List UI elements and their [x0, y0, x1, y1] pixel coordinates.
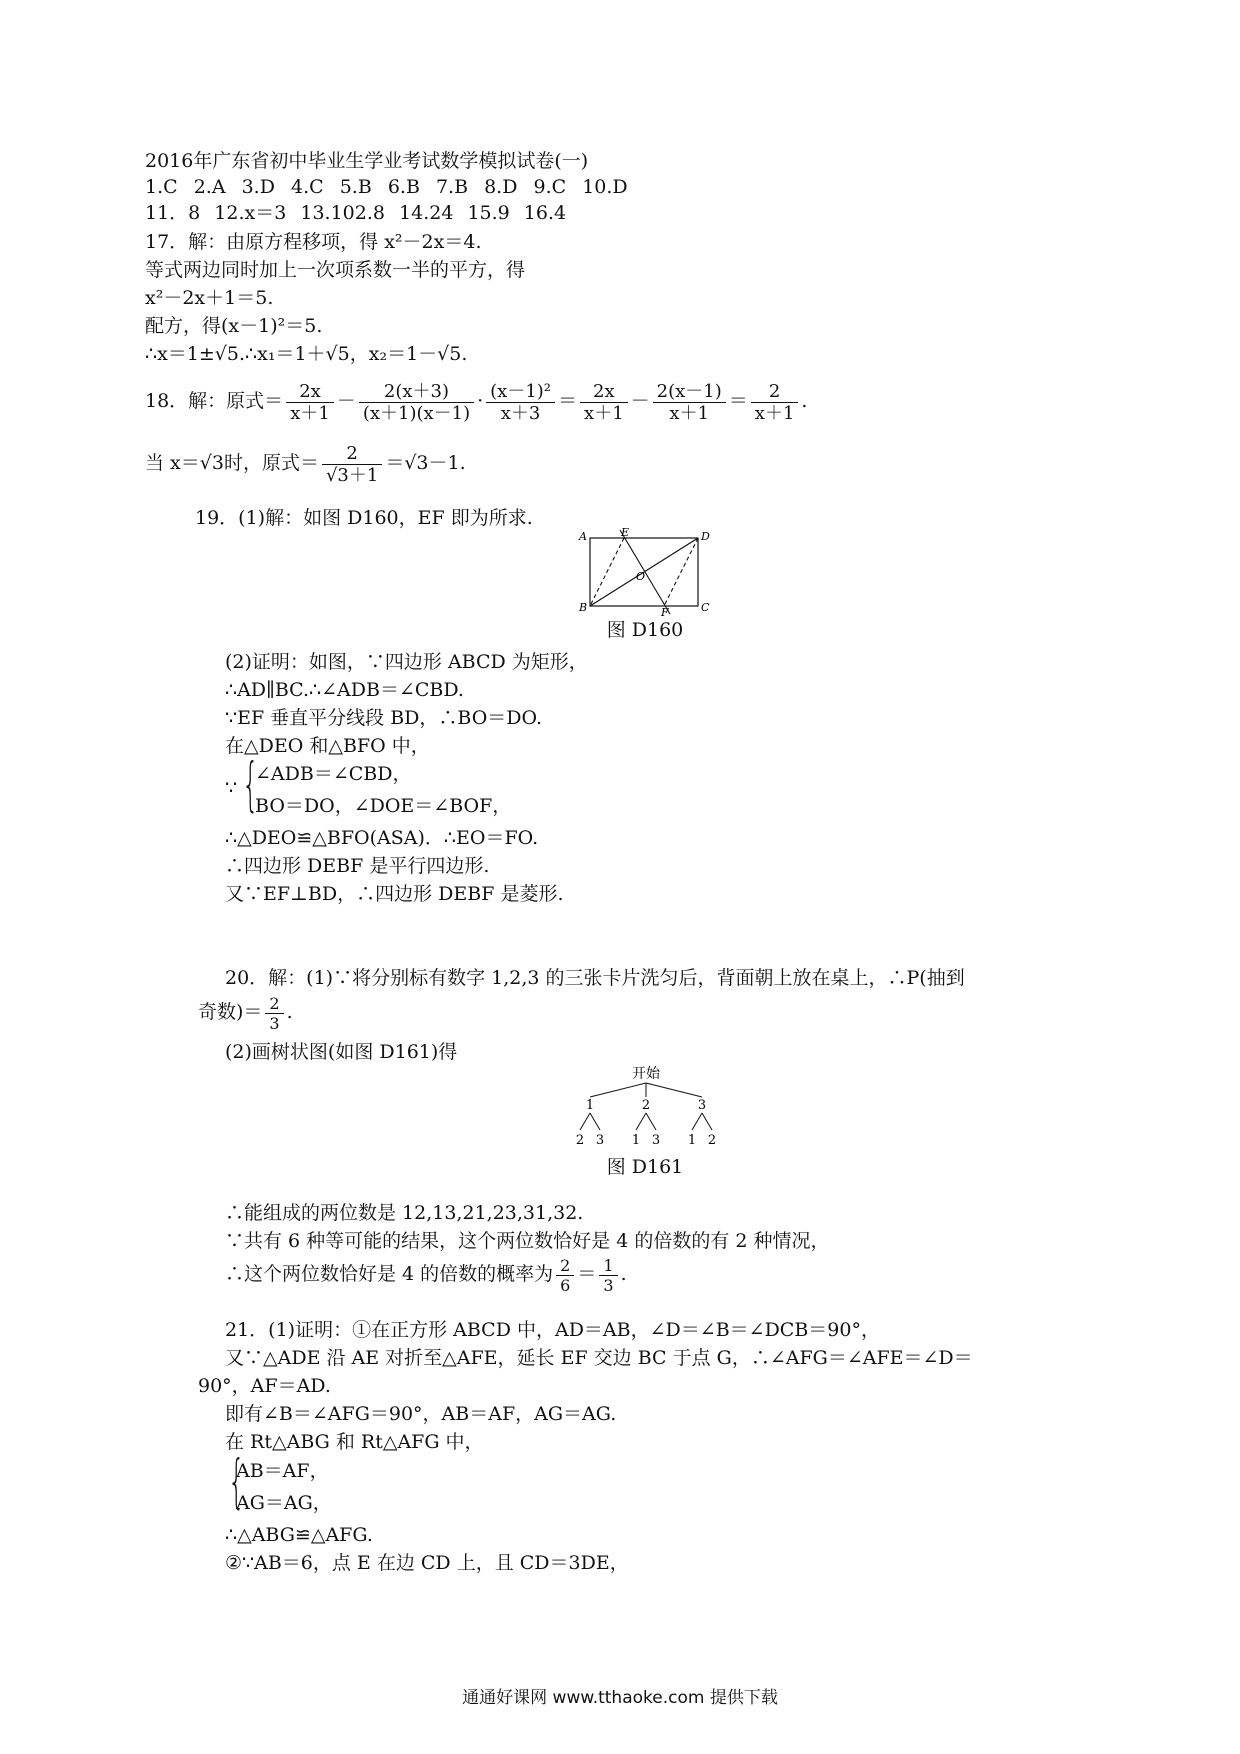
q20-conclusion-lead: ∴这个两位数恰好是 4 的倍数的概率为: [225, 1263, 554, 1285]
q18-sub-fraction: [322, 443, 382, 486]
q20-line-4: ∴能组成的两位数是 12,13,21,23,31,32.: [225, 1202, 584, 1224]
q18-substitution: [145, 440, 466, 486]
label-d: D: [701, 530, 710, 543]
q18-f1-numerator: 2x: [286, 381, 334, 403]
label-f: F: [661, 606, 669, 616]
tree-leaf-3: 1: [631, 1133, 641, 1148]
q18-f3-denominator: x＋3: [500, 402, 541, 424]
q19-system-lead: ∵: [225, 777, 238, 799]
figure-d160: [578, 528, 710, 616]
q20-prob-denominator: 3: [269, 1013, 280, 1033]
q18-lead: 18．解：原式＝: [145, 390, 284, 412]
q18-minus-1: －: [336, 390, 356, 412]
page-title: 2016年广东省初中毕业生学业考试数学模拟试卷(一): [145, 150, 589, 172]
q20-conclusion-fraction-1: [556, 1256, 574, 1295]
q20-conclusion-end: .: [620, 1263, 627, 1285]
q18-f3-numerator: (x－1)²: [486, 381, 555, 403]
q20-c-denominator-1: 6: [560, 1275, 571, 1295]
tree-node-1: 1: [585, 1098, 595, 1113]
tree-leaf-6: 2: [707, 1133, 717, 1148]
q19-system-eq-1: ∠ADB＝∠CBD，: [255, 763, 412, 785]
tree-node-3: 3: [697, 1098, 707, 1113]
q21-line-4: 即有∠B＝∠AFG＝90°，AB＝AF，AG＝AG.: [225, 1403, 617, 1425]
q18-end: .: [801, 390, 808, 412]
q20-c-numerator-1: 2: [556, 1256, 574, 1276]
q20-line-5: ∵共有 6 种等可能的结果，这个两位数恰好是 4 的倍数的有 2 种情况，: [225, 1230, 830, 1252]
figure-d161-tree: [568, 1064, 724, 1150]
q18-dot: ·: [477, 390, 484, 412]
label-b: B: [579, 601, 588, 614]
q20-line-2: [198, 990, 293, 1034]
q21-line-1: 21．(1)证明：①在正方形 ABCD 中，AD＝AB，∠D＝∠B＝∠DCB＝90°，: [225, 1319, 880, 1341]
tree-edge-2a: [636, 1113, 646, 1130]
q18-fraction-1: [286, 381, 334, 424]
tree-leaf-4: 3: [651, 1133, 661, 1148]
tree-edge-1a: [580, 1113, 590, 1130]
q18-f1-denominator: x＋1: [290, 402, 330, 424]
q19-part2-line-2: ∴AD∥BC.∴∠ADB＝∠CBD.: [225, 679, 464, 701]
q21-system-eq-2: AG＝AG，: [236, 1492, 332, 1514]
q19-line-1: 19．(1)解：如图 D160，EF 即为所求.: [195, 507, 533, 529]
tree-edge-root-3: [646, 1083, 702, 1097]
q18-f2-denominator: (x＋1)(x－1): [362, 402, 471, 424]
q18-fraction-6: [751, 381, 799, 424]
q21-line-3: 90°，AF＝AD.: [198, 1375, 331, 1397]
q20-probability-lead: 奇数)＝: [198, 1001, 263, 1023]
answers-row-1: 1.C 2.A 3.D 4.C 5.B 6.B 7.B 8.D 9.C 10.D: [145, 176, 628, 198]
q18-sub-result: ＝√3－1.: [385, 452, 466, 474]
q21-system-brace: {: [228, 1447, 245, 1515]
q18-sub-numerator: 2: [322, 443, 382, 465]
q19-part3-line-2: ∴四边形 DEBF 是平行四边形.: [225, 855, 490, 877]
q20-conclusion-equals: ＝: [577, 1263, 597, 1285]
label-e: E: [621, 528, 630, 539]
q17-line-2: 等式两边同时加上一次项系数一半的平方，得: [145, 259, 526, 281]
q17-line-3: x²－2x＋1＝5.: [145, 287, 274, 309]
q18-equals-1: ＝: [558, 390, 578, 412]
tree-edge-3a: [692, 1113, 702, 1130]
q18-equals-2: ＝: [728, 390, 748, 412]
q18-fraction-2: [359, 381, 474, 424]
label-a: A: [579, 530, 587, 543]
q18-sub-lead: 当 x＝√3时，原式＝: [145, 452, 319, 474]
q20-line-3: (2)画树状图(如图 D161)得: [225, 1041, 458, 1063]
q20-probability-end: .: [286, 1001, 293, 1023]
q20-line-1: 20．解：(1)∵将分别标有数字 1,2,3 的三张卡片洗匀后，背面朝上放在桌上，∴P(抽到: [225, 967, 965, 989]
q20-prob-numerator: 2: [265, 994, 283, 1014]
q18-f6-numerator: 2: [751, 381, 799, 403]
q18-minus-2: －: [630, 390, 650, 412]
q18-fraction-3: [486, 381, 555, 424]
q18-expression: [145, 378, 807, 424]
q21-line-7: ②∵AB＝6，点 E 在边 CD 上，且 CD＝3DE，: [225, 1552, 629, 1574]
tree-root: 开始: [632, 1066, 660, 1082]
q19-part3-line-1: ∴△DEO≌△BFO(ASA)．∴EO＝FO.: [225, 827, 539, 849]
q18-f2-numerator: 2(x＋3): [359, 381, 474, 403]
tree-leaf-5: 1: [687, 1133, 697, 1148]
q21-system-eq-1: AB＝AF，: [236, 1460, 329, 1482]
tree-edge-3b: [702, 1113, 712, 1130]
q21-line-5: 在 Rt△ABG 和 Rt△AFG 中，: [225, 1431, 484, 1453]
tree-leaf-2: 3: [595, 1133, 605, 1148]
q19-part2-line-4: 在△DEO 和△BFO 中，: [225, 735, 430, 757]
q20-probability-fraction: [265, 994, 283, 1033]
q17-line-4: 配方，得(x－1)²＝5.: [145, 315, 323, 337]
q20-c-numerator-2: 1: [599, 1256, 617, 1276]
label-o: O: [636, 570, 646, 583]
q19-part3-line-3: 又∵EF⊥BD，∴四边形 DEBF 是菱形.: [225, 883, 564, 905]
q19-system-eq-2: BO＝DO，∠DOE＝∠BOF，: [255, 795, 512, 817]
page-footer: 通通好课网 www.tthaoke.com 提供下载: [462, 1688, 778, 1708]
figure-d161-caption: 图 D161: [606, 1156, 684, 1178]
q21-line-2: 又∵△ADE 沿 AE 对折至△AFE，延长 EF 交边 BC 于点 G，∴∠AFG＝∠AFE＝∠D＝: [225, 1347, 973, 1369]
label-c: C: [701, 601, 710, 614]
q17-line-1: 17．解：由原方程移项，得 x²－2x＝4.: [145, 231, 482, 253]
q18-f6-denominator: x＋1: [754, 402, 795, 424]
q20-line-6: [225, 1252, 627, 1296]
q18-f5-denominator: x＋1: [669, 402, 710, 424]
q19-system-brace: {: [242, 750, 259, 818]
tree-edge-1b: [590, 1113, 600, 1130]
q18-fraction-5: [653, 381, 726, 424]
q18-f5-numerator: 2(x－1): [653, 381, 726, 403]
q18-f4-denominator: x＋1: [584, 402, 624, 424]
tree-node-2: 2: [641, 1098, 651, 1113]
tree-edge-2b: [646, 1113, 656, 1130]
q20-c-denominator-2: 3: [603, 1275, 614, 1295]
tree-edge-root-1: [590, 1083, 646, 1097]
q17-line-5: ∴x＝1±√5.∴x₁＝1＋√5，x₂＝1－√5.: [145, 343, 468, 365]
q18-f4-numerator: 2x: [580, 381, 628, 403]
figure-d160-caption: 图 D160: [606, 619, 684, 641]
q21-line-6: ∴△ABG≌△AFG.: [225, 1524, 373, 1546]
q19-part2-line-1: (2)证明：如图，∵四边形 ABCD 为矩形，: [225, 651, 588, 673]
q20-conclusion-fraction-2: [599, 1256, 617, 1295]
tree-leaf-1: 2: [575, 1133, 585, 1148]
answers-row-2: 11．8 12.x＝3 13.102.8 14.24 15.9 16.4: [145, 202, 567, 224]
q19-part2-line-3: ∵EF 垂直平分线段 BD，∴BO＝DO.: [225, 707, 543, 729]
q18-sub-denominator: √3＋1: [325, 464, 379, 486]
q18-fraction-4: [580, 381, 628, 424]
